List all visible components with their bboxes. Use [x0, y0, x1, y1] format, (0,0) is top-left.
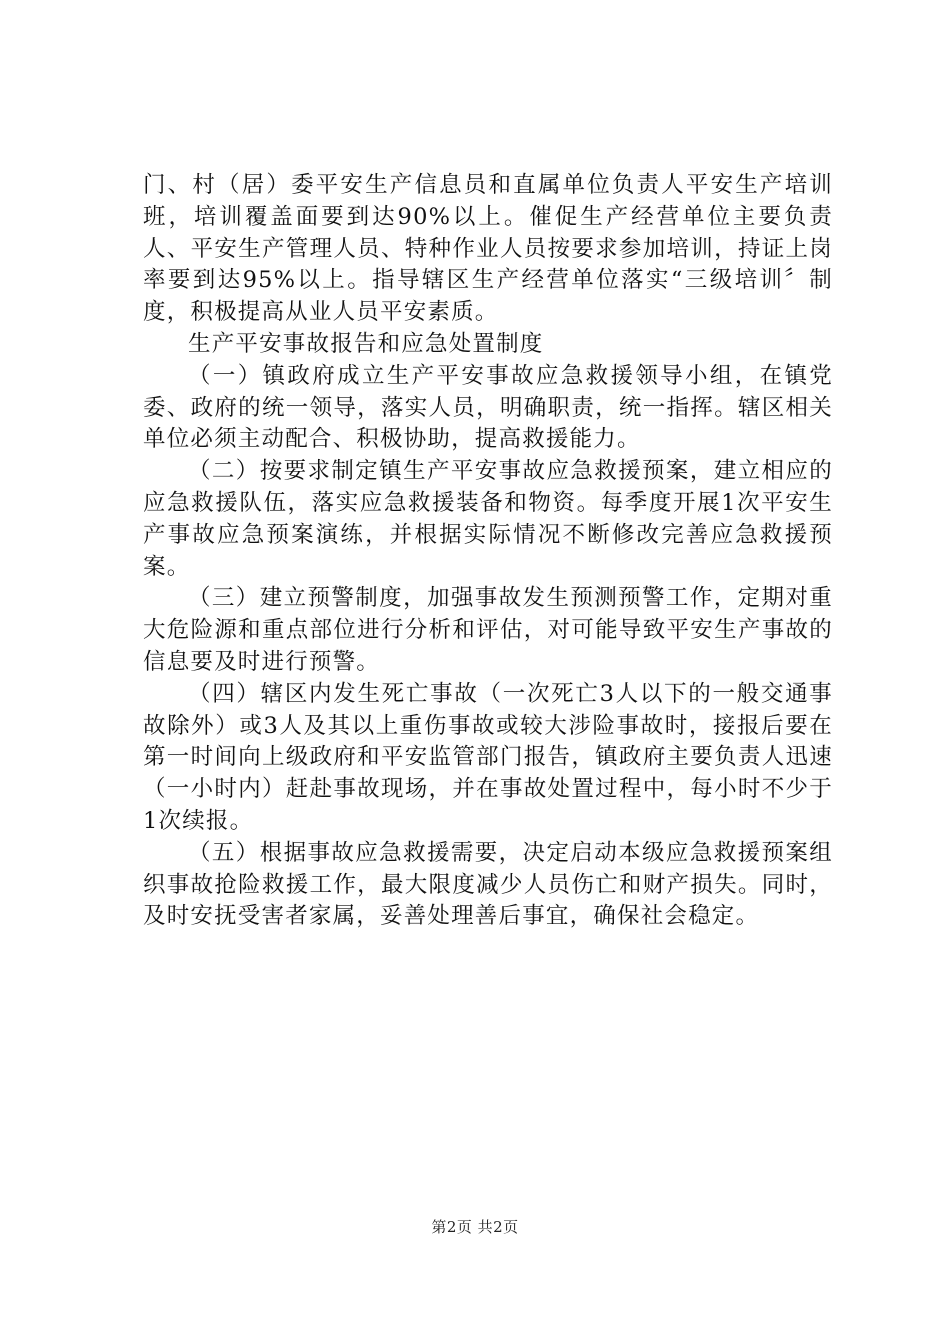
- paragraph-training-continued: 门、村（居）委平安生产信息员和直属单位负责人平安生产培训班，培训覆盖面要到达90%以上。催促生产经营单位主要负责人、平安生产管理人员、特种作业人员按要求参加培训，持证上岗率要到达95%以上。指导辖区生产经营单位落实“三级培训〞制度，积极提高从业人员平安素质。: [143, 172, 833, 326]
- paragraph-item-5: （五）根据事故应急救援需要，决定启动本级应急救援预案组织事故抢险救援工作，最大限度减少人员伤亡和财产损失。同时，及时安抚受害者家属，妥善处理善后事宜，确保社会稳定。: [143, 839, 833, 930]
- paragraph-item-3: （三）建立预警制度，加强事故发生预测预警工作，定期对重大危险源和重点部位进行分析和评估，对可能导致平安生产事故的信息要及时进行预警。: [143, 585, 833, 675]
- paragraph-item-1: （一）镇政府成立生产平安事故应急救援领导小组，在镇党委、政府的统一领导，落实人员，明确职责，统一指挥。辖区相关单位必须主动配合、积极协助，提高救援能力。: [143, 362, 833, 453]
- page-number-footer: 第2页 共2页: [431, 1218, 519, 1236]
- paragraph-item-4: （四）辖区内发生死亡事故（一次死亡3人以下的一般交通事故除外）或3人及其以上重伤事故或较大涉险事故时，接报后要在第一时间向上级政府和平安监管部门报告，镇政府主要负责人迅速（一小时内）赶赴事故现场，并在事故处置过程中，每小时不少于1次续报。: [143, 680, 833, 834]
- paragraph-item-2: （二）按要求制定镇生产平安事故应急救援预案，建立相应的应急救援队伍，落实应急救援装备和物资。每季度开展1次平安生产事故应急预案演练，并根据实际情况不断修改完善应急救援预案。: [143, 458, 833, 580]
- section-heading-accident-reporting: 生产平安事故报告和应急处置制度: [188, 330, 544, 357]
- document-body: [143, 170, 833, 933]
